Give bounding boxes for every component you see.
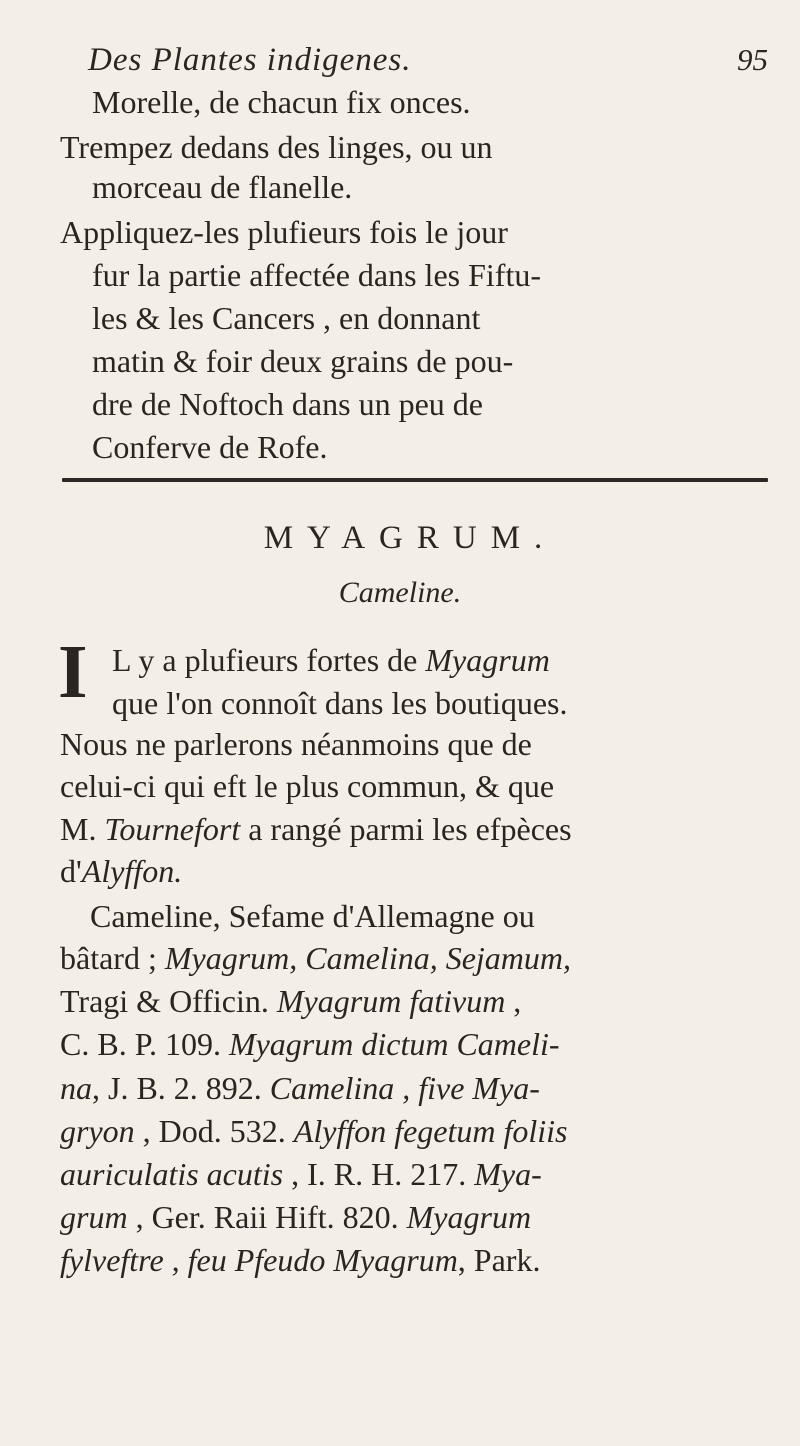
text-run: , Dod. 532. [134,1113,294,1149]
text-line [90,896,535,936]
italic-run: Myagrum [406,1199,532,1235]
text-line: dre de Noftoch dans un peu de [92,386,483,422]
text-run: Cameline, Sefame d'Allemagne ou [90,898,535,934]
italic-run: Myagrum [425,642,550,678]
text-line: Conferve de Rofe. [92,429,328,465]
text-line [60,766,554,806]
italic-run: Alyffon fegetum foliis [293,1113,568,1149]
italic-run: auriculatis acutis [60,1156,284,1192]
text-line [60,1111,568,1151]
text-line [60,1024,560,1064]
text-run: a rangé parmi les efpèces [240,811,572,847]
italic-run: Myagrum dictum Cameli- [228,1026,560,1062]
italic-run: Camelina , five Mya- [269,1070,540,1106]
text-run: C. B. P. 109. [60,1026,229,1062]
text-line: Appliquez-les plufieurs fois le jour [60,214,508,250]
text-line: Morelle, de chacun fix onces. [92,84,471,120]
text-line: morceau de flanelle. [92,169,353,205]
text-line [60,1240,540,1280]
text-line [60,1154,542,1194]
text-line [60,981,521,1021]
italic-run: grum [60,1199,128,1235]
text-line [60,851,182,891]
page-number: 95 [737,42,768,77]
running-title: Des Plantes indigenes. [88,42,412,78]
text-line [60,1068,540,1108]
text-line [60,724,532,764]
italic-run: Myagrum, Camelina, Sejamum, [164,940,572,976]
text-run: que l'on connoît dans les boutiques. [112,685,568,721]
text-line: Trempez dedans des linges, ou un [60,129,493,165]
text-run: bâtard ; [60,940,165,976]
italic-run: na [60,1070,92,1106]
italic-run: Myagrum fativum [276,983,506,1019]
text-run: , Ger. Raii Hift. 820. [127,1199,407,1235]
text-run: M. [60,811,105,847]
italic-run: Mya- [474,1156,542,1192]
section-subtitle: Cameline. [338,576,462,609]
text-line [112,683,567,723]
text-line: fur la partie affectée dans les Fiftu- [92,257,541,293]
text-line [60,938,571,978]
text-line [60,809,572,849]
text-line [112,640,550,680]
text-line: matin & foir deux grains de pou- [92,343,514,379]
italic-run: gryon [60,1113,135,1149]
text-run: , J. B. 2. 892. [92,1070,270,1106]
italic-run: fylveftre , feu Pfeudo Myagrum [60,1242,458,1278]
text-run: , I. R. H. 217. [283,1156,475,1192]
text-run: celui-ci qui eft le plus commun, & que [60,768,555,804]
text-line: les & les Cancers , en donnant [92,300,481,336]
text-run: d' [60,853,82,889]
drop-cap: I [58,630,88,714]
text-run: Nous ne parlerons néanmoins que de [60,726,532,762]
text-run: L y a plufieurs fortes de [112,642,426,678]
italic-run: Tournefort [104,811,241,847]
section-title: MYAGRUM. [263,520,557,556]
text-line [60,1197,531,1237]
italic-run: Alyffon. [81,853,183,889]
text-run: Tragi & Officin. [60,983,277,1019]
section-divider [62,478,768,482]
text-run: , Park. [457,1242,541,1278]
text-run: , [505,983,522,1019]
